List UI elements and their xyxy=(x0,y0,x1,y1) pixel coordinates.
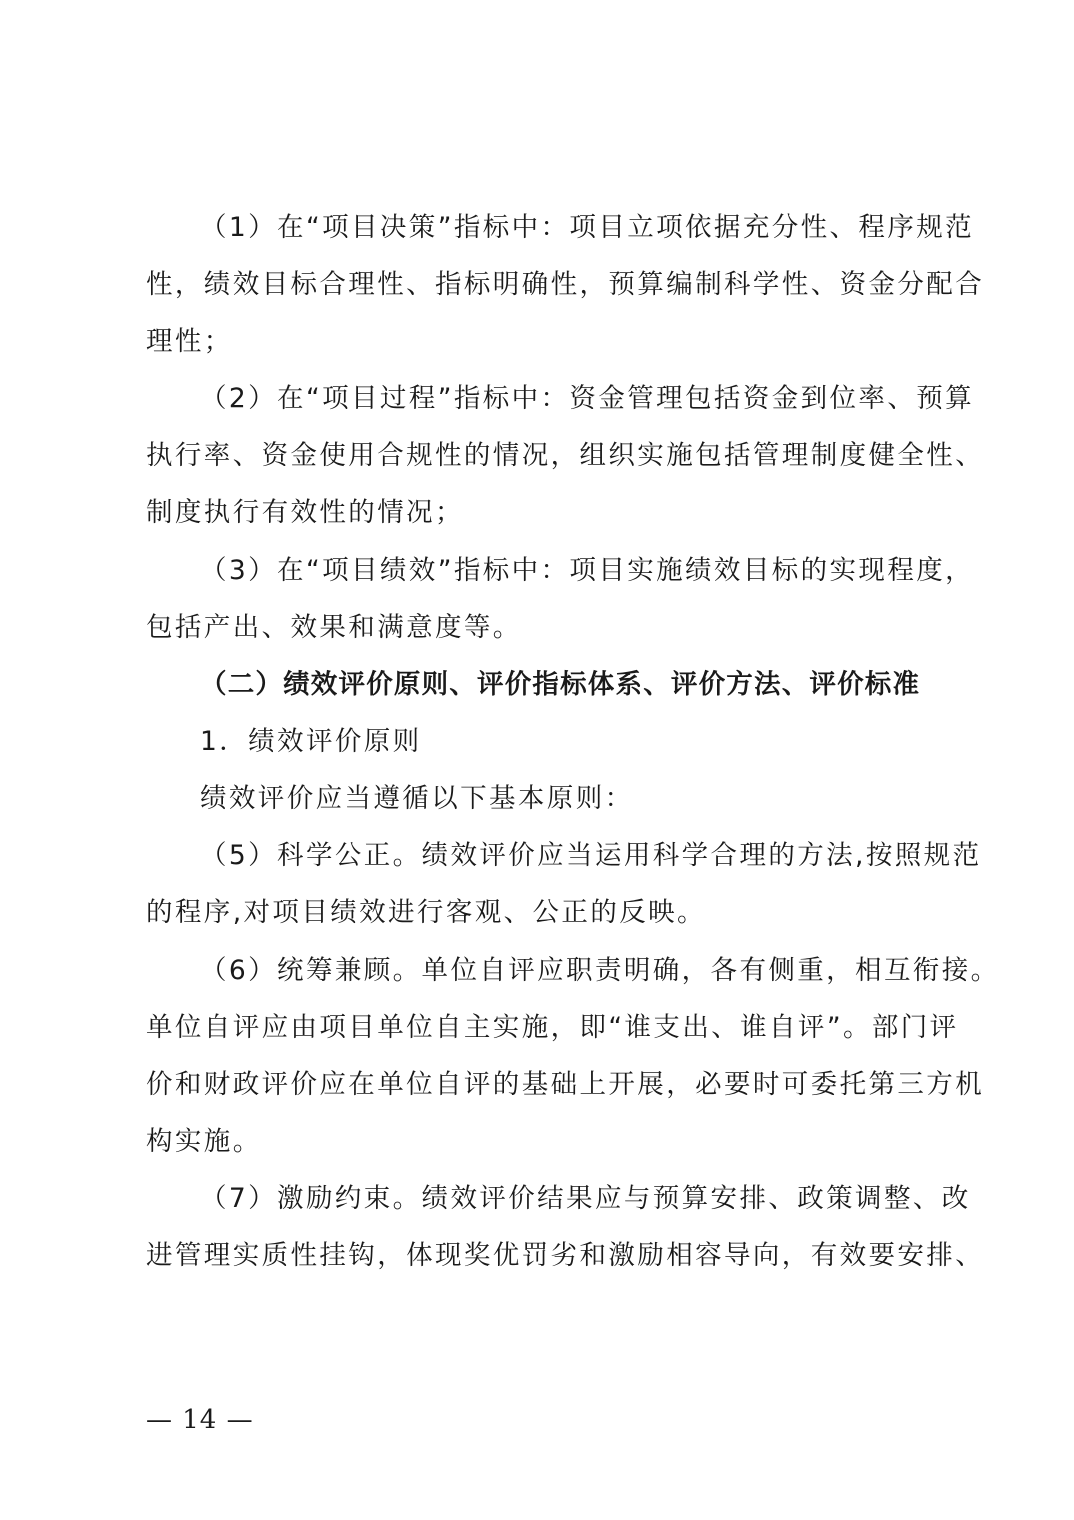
paragraph-6-line-4: 构实施。 xyxy=(146,1126,262,1157)
paragraph-3-line-1: （3）在“项目绩效”指标中：项目实施绩效目标的实现程度， xyxy=(200,555,975,586)
paragraph-7-line-2: 进管理实质性挂钩，体现奖优罚劣和激励相容导向，有效要安排、 xyxy=(146,1240,985,1271)
paragraph-2-line-1: （2）在“项目过程”指标中：资金管理包括资金到位率、预算 xyxy=(200,383,975,414)
paragraph-6-line-2: 单位自评应由项目单位自主实施，即“谁支出、谁自评”。部门评 xyxy=(146,1012,959,1043)
paragraph-7-line-1: （7）激励约束。绩效评价结果应与预算安排、政策调整、改 xyxy=(200,1183,971,1214)
subsection-heading: 1．绩效评价原则 xyxy=(200,726,422,757)
paragraph-1-line-2: 性，绩效目标合理性、指标明确性，预算编制科学性、资金分配合 xyxy=(146,269,985,300)
page-number: — 14 — xyxy=(146,1405,254,1435)
paragraph-1-line-3: 理性； xyxy=(146,326,233,357)
paragraph-6-line-1: （6）统筹兼顾。单位自评应职责明确，各有侧重，相互衔接。 xyxy=(200,955,1000,986)
paragraph-6-line-3: 价和财政评价应在单位自评的基础上开展，必要时可委托第三方机 xyxy=(146,1069,985,1100)
paragraph-2-line-2: 执行率、资金使用合规性的情况，组织实施包括管理制度健全性、 xyxy=(146,440,985,471)
paragraph-5-line-1: （5）科学公正。绩效评价应当运用科学合理的方法,按照规范 xyxy=(200,840,982,871)
section-heading: （二）绩效评价原则、评价指标体系、评价方法、评价标准 xyxy=(200,669,921,700)
paragraph-3-line-2: 包括产出、效果和满意度等。 xyxy=(146,612,522,643)
paragraph-1-line-1: （1）在“项目决策”指标中：项目立项依据充分性、程序规范 xyxy=(200,212,975,243)
paragraph-5-line-2: 的程序,对项目绩效进行客观、公正的反映。 xyxy=(146,897,706,928)
paragraph-2-line-3: 制度执行有效性的情况； xyxy=(146,497,464,528)
principles-intro: 绩效评价应当遵循以下基本原则： xyxy=(200,783,634,814)
